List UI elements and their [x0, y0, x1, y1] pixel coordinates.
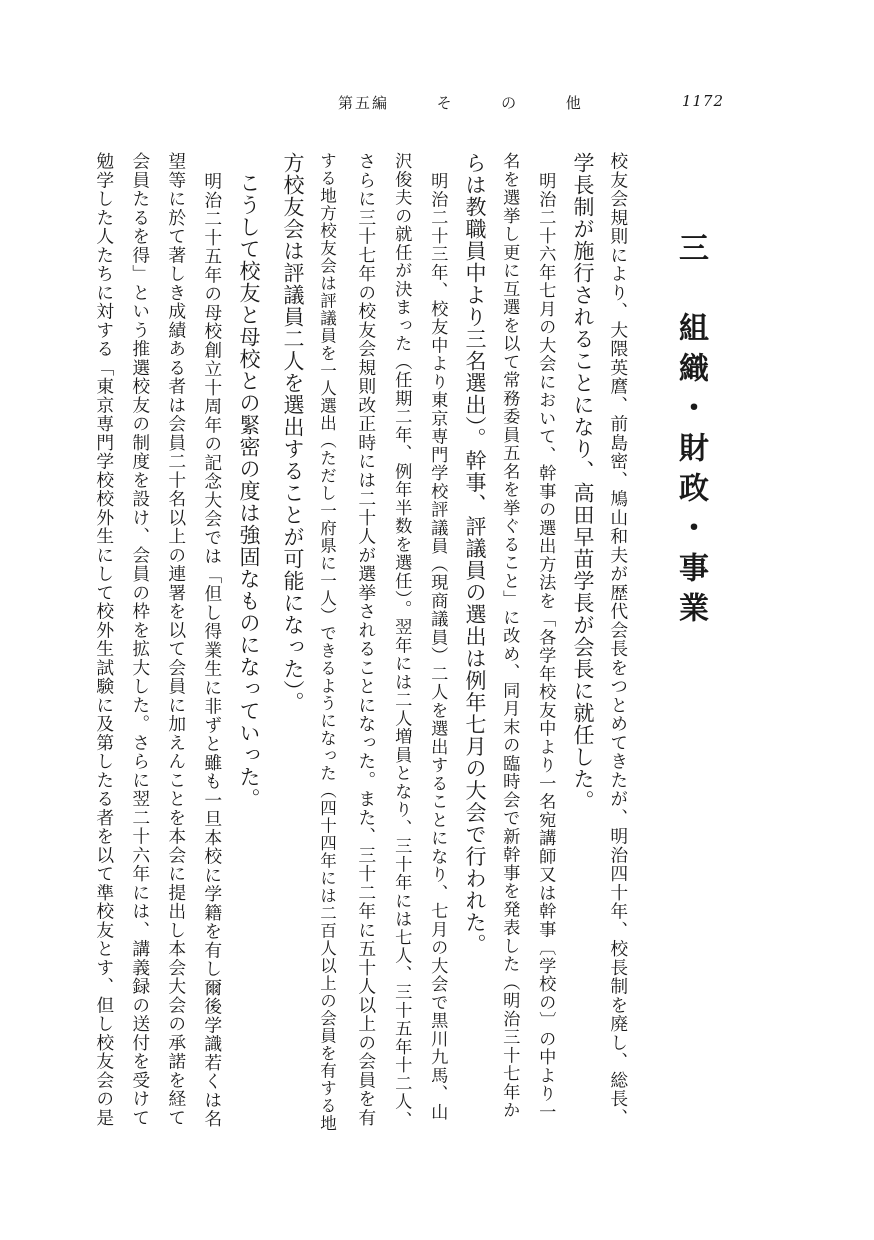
text-column-9: する地方校友会は評議員を一人選出（ただし一府県に一人）できるようになった（四十四年には二百人以上の会員を有する地	[317, 152, 337, 1132]
text-column-7: 沢俊夫の就任が決まった（任期二年、例年半数を選任）。翌年には二人増員となり、三十年には七人、三十五年十二人、	[391, 152, 412, 1129]
section-heading: 三 組織・財政・事業	[673, 232, 708, 632]
running-head-sep-2: の	[501, 94, 519, 112]
text-column-11: こうして校友と母校との緊密の度は強固なものになっていった。	[237, 172, 261, 810]
text-column-4: 名を選挙し更に互選を以て常務委員五名を挙ぐること」に改め、同月末の臨時会で新幹事を発表した（明治三十七年か	[499, 152, 520, 1120]
text-column-2: 学長制が施行されることになり、高田早苗学長が会長に就任した。	[571, 152, 595, 812]
text-column-1: 校友会規則により、大隈英麿、前島密、鳩山和夫が歴代会長をつとめてきたが、明治四十年、校長制を廃し、総長、	[607, 152, 628, 1127]
text-column-15: 勉学した人たちに対する「東京専門学校校外生にして校外生試験に及第したる者を以て準校友とす、但し校友会の是	[93, 152, 114, 1127]
text-column-12: 明治二十五年の母校創立十周年の記念大会では「但し得業生に非ずと雖も一旦本校に学籍を有し爾後学識若くは名	[201, 172, 222, 1129]
text-column-13: 望等に於て著しき成績ある者は会員二十名以上の連署を以て会員に加えんことを本会に提出し本会大会の承諾を経て	[165, 152, 186, 1127]
running-head-sep-1: そ	[436, 94, 454, 112]
text-column-3: 明治二十六年七月の大会において、幹事の選出方法を「各学年校友中より一名宛講師又は幹事〔学校の〕の中より一	[535, 172, 556, 1121]
text-column-8: さらに三十七年の校友会規則改正時には二十人が選挙されることになった。また、三十二年に五十人以上の会員を有	[355, 152, 376, 1127]
running-head-title: 他	[565, 94, 583, 112]
text-column-14: 会員たるを得」という推選校友の制度を設け、会員の枠を拡大した。さらに翌二十六年には、講義録の送付を受けて	[129, 152, 150, 1127]
text-column-6: 明治二十三年、校友中より東京専門学校評議員（現商議員）二人を選出することになり、七月の大会で黒川九馬、山	[427, 172, 448, 1121]
text-column-5: らは教職員中より三名選出）。幹事、評議員の選出は例年七月の大会で行われた。	[463, 152, 487, 956]
page-number: 1172	[681, 92, 724, 110]
running-head-part: 第五編	[338, 94, 390, 112]
text-column-10: 方校友会は評議員二人を選出することが可能になった）。	[281, 152, 305, 714]
running-head	[338, 92, 583, 113]
